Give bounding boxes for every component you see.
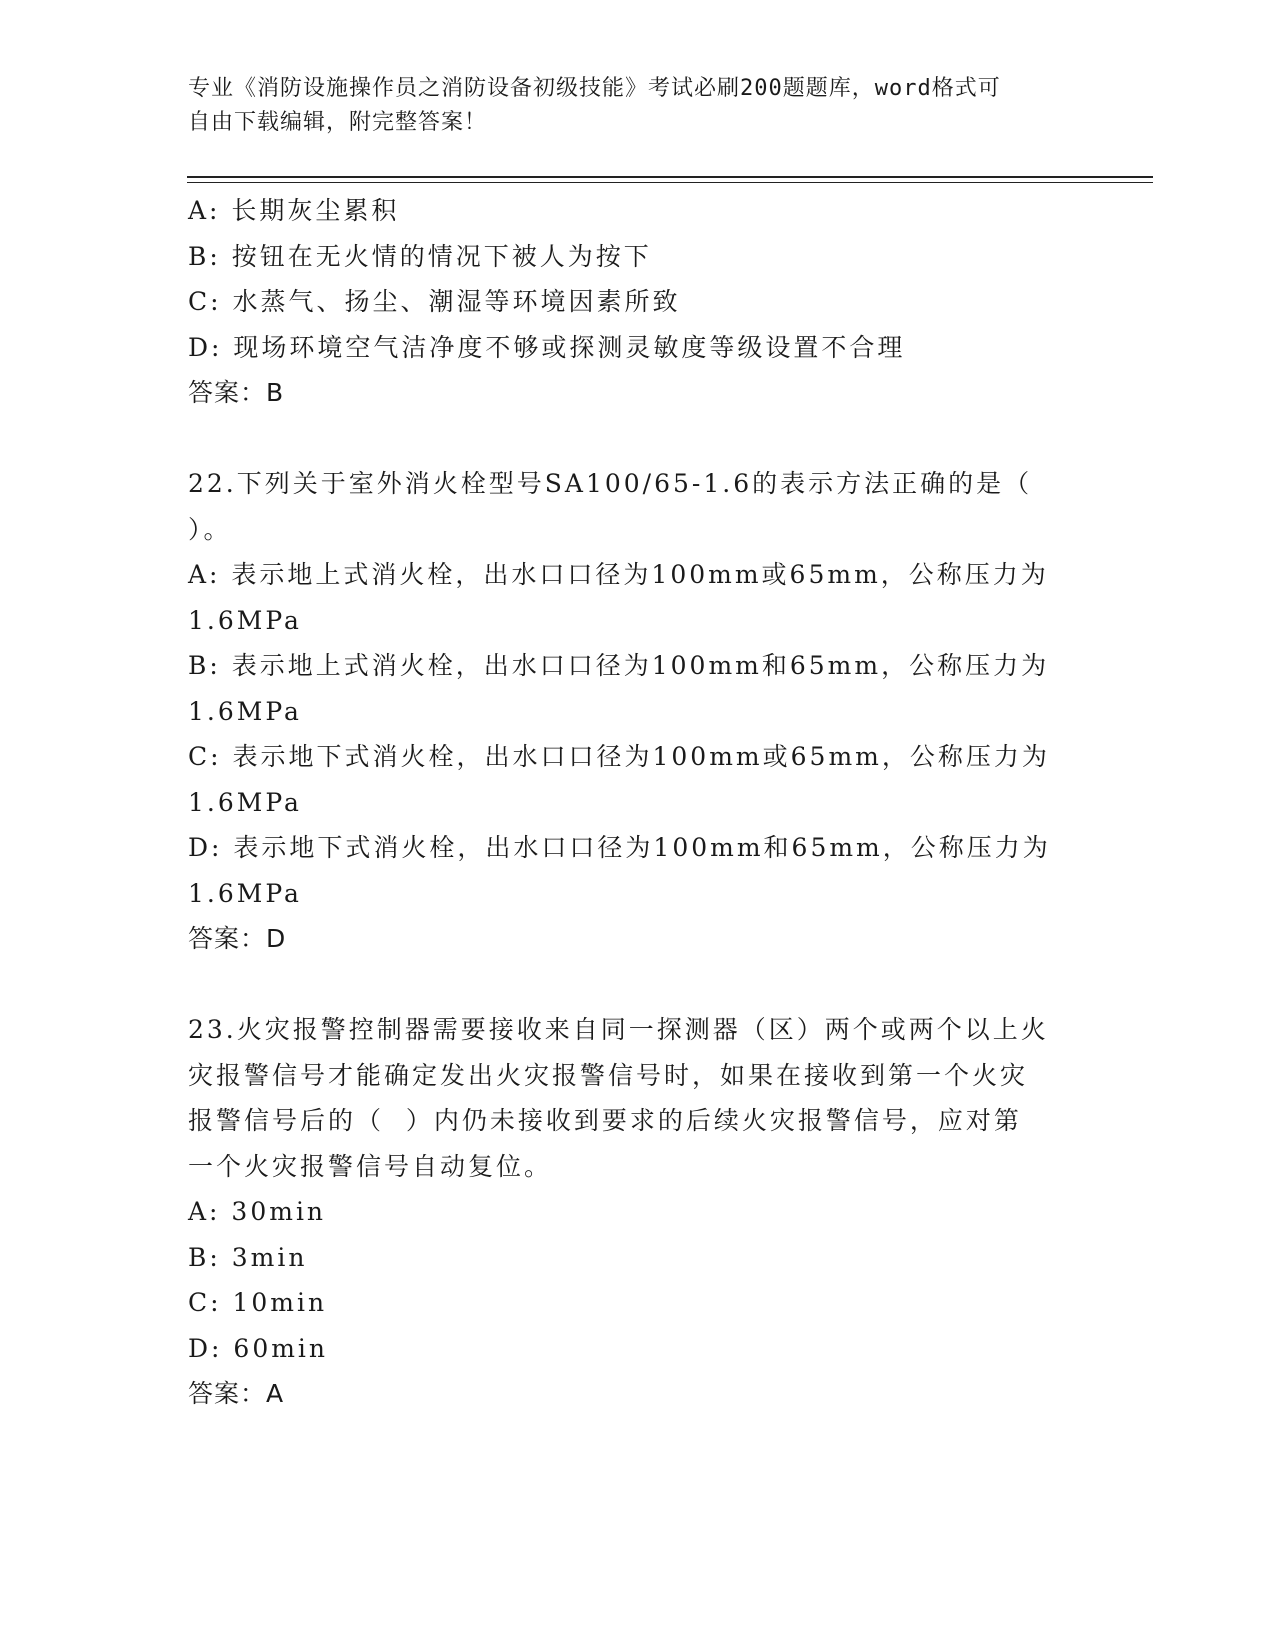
q22-stem-line-1: 22.下列关于室外消火栓型号SA100/65-1.6的表示方法正确的是（ — [188, 469, 1033, 498]
q22-answer: 答案：D — [188, 924, 287, 953]
header-divider-thin — [187, 182, 1153, 183]
q22-option-d: D: 表示地下式消火栓，出水口口径为100mm和65mm，公称压力为 — [188, 833, 1051, 862]
document-header — [188, 72, 1068, 140]
q23-option-c: C: 10min — [188, 1288, 328, 1317]
q22-option-a-cont: 1.6MPa — [188, 605, 302, 635]
q22-option-d-cont: 1.6MPa — [188, 878, 302, 908]
q22-option-b-cont: 1.6MPa — [188, 696, 302, 726]
header-divider-thick — [187, 176, 1153, 178]
q21-answer: 答案：B — [188, 378, 285, 407]
q23-stem-line-2: 灾报警信号才能确定发出火灾报警信号时，如果在接收到第一个火灾 — [188, 1060, 1029, 1090]
q23-option-b: B: 3min — [188, 1242, 308, 1272]
q22-stem-line-2: ）。 — [188, 514, 232, 544]
q22-option-b: B: 表示地上式消火栓，出水口口径为100mm和65mm，公称压力为 — [188, 651, 1050, 680]
q21-option-c: C: 水蒸气、扬尘、潮湿等环境因素所致 — [188, 287, 681, 316]
q22-option-c: C: 表示地下式消火栓，出水口口径为100mm或65mm，公称压力为 — [188, 742, 1050, 771]
q21-option-b: B: 按钮在无火情的情况下被人为按下 — [188, 241, 652, 271]
spacer — [188, 416, 1088, 462]
q22-option-c-cont: 1.6MPa — [188, 787, 302, 817]
q21-option-d: D: 现场环境空气洁净度不够或探测灵敏度等级设置不合理 — [188, 332, 906, 362]
header-line-2: 自由下载编辑，附完整答案！ — [188, 110, 488, 135]
q23-stem-line-1: 23.火灾报警控制器需要接收来自同一探测器（区）两个或两个以上火 — [188, 1015, 1049, 1044]
q21-option-a: A: 长期灰尘累积 — [188, 196, 400, 225]
q23-option-a: A: 30min — [188, 1197, 327, 1226]
q22-option-a: A: 表示地上式消火栓，出水口口径为100mm或65mm，公称压力为 — [188, 560, 1049, 589]
question-22 — [188, 461, 1088, 962]
q23-answer: 答案：A — [188, 1379, 285, 1408]
question-21 — [188, 188, 1088, 416]
header-line-1: 专业《消防设施操作员之消防设备初级技能》考试必刷200题题库，word格式可 — [188, 76, 1001, 101]
question-23 — [188, 1007, 1088, 1417]
q23-option-d: D: 60min — [188, 1333, 329, 1363]
question-body — [188, 188, 1088, 1417]
q23-stem-line-4: 一个火灾报警信号自动复位。 — [188, 1151, 553, 1181]
q23-stem-line-3: 报警信号后的（ ）内仍未接收到要求的后续火灾报警信号，应对第 — [188, 1106, 1022, 1135]
spacer — [188, 962, 1088, 1008]
